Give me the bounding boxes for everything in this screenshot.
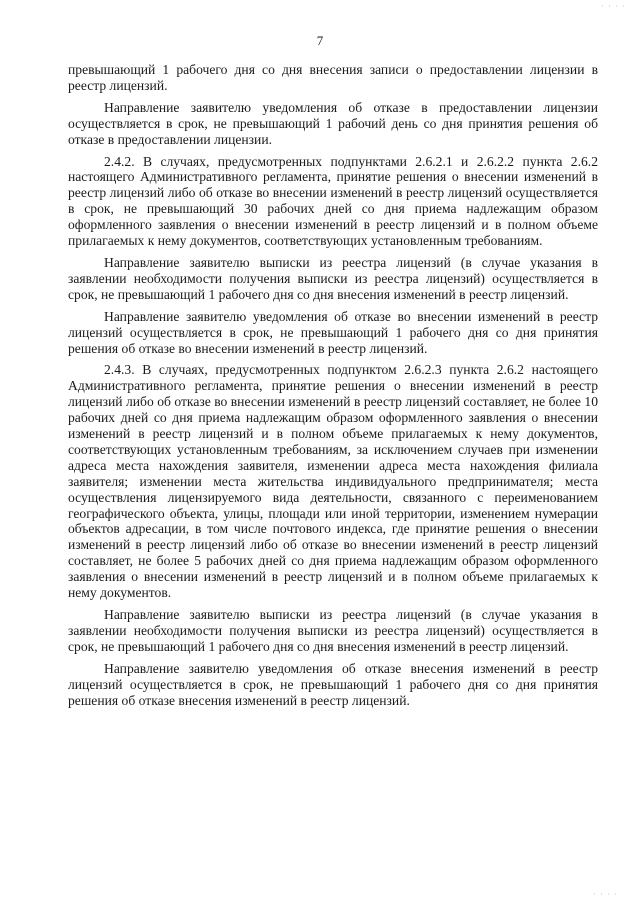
scan-artifact-top: · · · · <box>601 2 626 11</box>
paragraph-3: 2.4.2. В случаях, предусмотренных подпунктами 2.6.2.1 и 2.6.2.2 пункта 2.6.2 настоящего Административного регламента, принятие решения о внесении изменений в реестр лицензий либо об отказе во внесении изменений в реестр лицензий осуществляется в срок, не превышающий 30 рабочих дней со дня приема надлежащим образом оформленного заявления о внесении изменений в реестр лицензий и в полном объеме прилагаемых к нему документов, соответствующих установленным требованиям. <box>68 153 598 249</box>
document-body <box>68 62 598 708</box>
page-number: 7 <box>316 33 324 48</box>
paragraph-5: Направление заявителю уведомления об отказе во внесении изменений в реестр лицензий осуществляется в срок, не превышающий 1 рабочего дня со дня принятия решения об отказе во внесении изменений в реестр лицензий. <box>68 308 598 356</box>
paragraph-7: Направление заявителю выписки из реестра лицензий (в случае указания в заявлении необходимости получения выписки из реестра лицензий) осуществляется в срок, не превышающий 1 рабочего дня со дня внесения изменений в реестр лицензий. <box>68 607 598 654</box>
scan-artifact-bottom: · · · · <box>593 890 618 899</box>
paragraph-8: Направление заявителю уведомления об отказе внесения изменений в реестр лицензий осуществляется в срок, не превышающий 1 рабочего дня со дня принятия решения об отказе внесения изменений в реестр лицензий. <box>68 660 598 708</box>
paragraph-1: превышающий 1 рабочего дня со дня внесения записи о предоставлении лицензии в реестр лицензий. <box>68 62 598 93</box>
paragraph-2: Направление заявителю уведомления об отказе в предоставлении лицензии осуществляется в срок, не превышающий 1 рабочий день со дня принятия решения об отказе в предоставлении лицензии. <box>68 99 598 147</box>
paragraph-4: Направление заявителю выписки из реестра лицензий (в случае указания в заявлении необходимости получения выписки из реестра лицензий) осуществляется в срок, не превышающий 1 рабочего дня со дня внесения изменений в реестр лицензий. <box>68 254 598 302</box>
paragraph-6: 2.4.3. В случаях, предусмотренных подпунктом 2.6.2.3 пункта 2.6.2 настоящего Административного регламента, принятие решения о внесении изменений в реестр лицензий либо об отказе во внесении изменений в реестр лицензий составляет, не более 10 рабочих дней со дня приема надлежащим образом оформленного заявления о внесении изменений в реестр лицензий и в полном объеме прилагаемых к нему документов, соответствующих установленным требованиям, за исключением случаев при изменении адреса места нахождения заявителя, изменении адреса места нахождения филиала заявителя; изменении места жительства индивидуального предпринимателя; места осуществления лицензируемого вида деятельности, связанного с переименованием географического объекта, улицы, площади или иной территории, изменением нумерации объектов адресации, в том числе почтового индекса, где принятие решения о внесении изменений в реестр лицензий либо об отказе во внесении изменений в реестр лицензий составляет, не более 5 рабочих дней со дня приема надлежащим образом оформленного заявления о внесении изменений в реестр лицензий и в полном объеме прилагаемых к нему документов. <box>68 362 598 601</box>
